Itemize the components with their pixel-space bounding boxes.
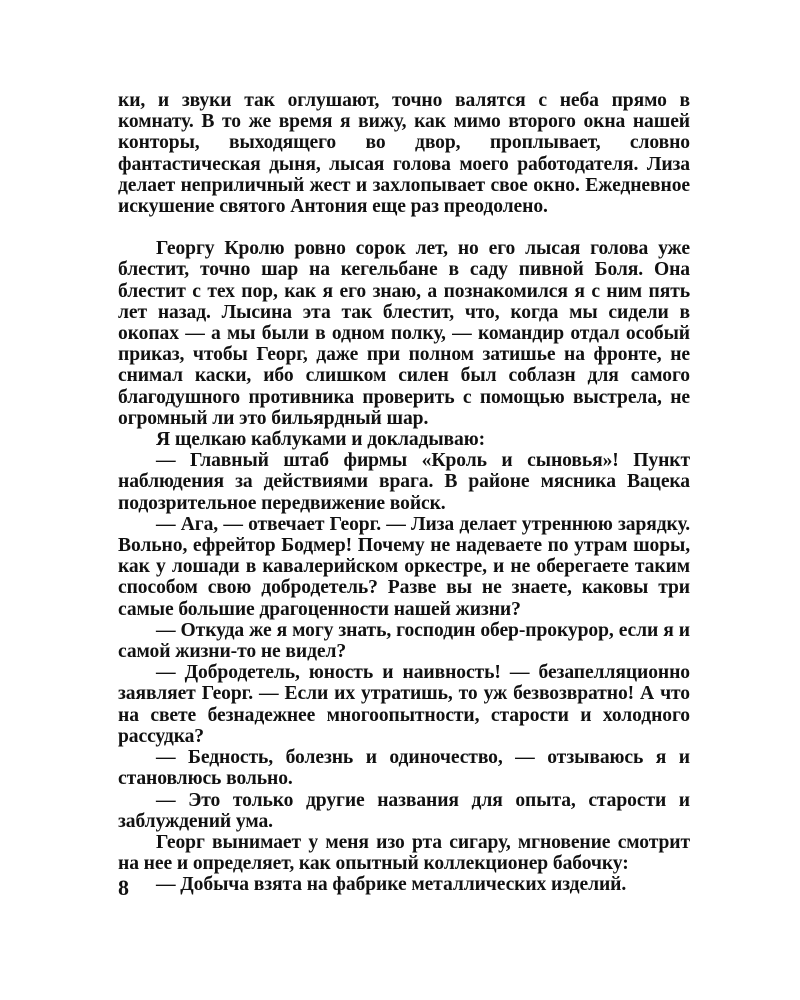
page-number: 8	[118, 875, 129, 900]
paragraph-6: — Откуда же я могу знать, господин обер-прокурор, если я и самой жизни-то не видел?	[118, 619, 690, 663]
paragraph-10: Георг вынимает у меня изо рта сигару, мгновение смотрит на нее и определяет, как опытный коллекционер бабочку:	[118, 831, 690, 875]
paragraph-11: — Добыча взята на фабрике металлических изделий.	[156, 874, 627, 896]
page-body	[118, 90, 690, 896]
paragraph-9: — Это только другие названия для опыта, старости и заблуждений ума.	[118, 789, 690, 832]
paragraph-4: — Главный штаб фирмы «Кроль и сыновья»! Пункт наблюдения за действиями врага. В районе мясника Вацека подозрительное передвижение войск.	[118, 450, 690, 514]
paragraph-8: — Бедность, болезнь и одиночество, — отзываюсь я и становлюсь вольно.	[118, 747, 690, 790]
paragraph-2: Георгу Кролю ровно сорок лет, но его лысая голова уже блестит, точно шар на кегельбане в саду пивной Боля. Она блестит с тех пор, как я его знаю, а познакомился я с ним пять лет назад. Лысина эта так блестит, что, когда мы сидели в окопах — а мы были в одном полку, — командир отдал особый приказ, чтобы Георг, даже при полном затишье на фронте, не снимал каски, ибо слишком силен был соблазн для самого благодушного противника проверить с помощью выстрела, не огромный ли это бильярдный шар.	[118, 238, 690, 429]
paragraph-1: ки, и звуки так оглушают, точно валятся с неба прямо в комнату. В то же время я вижу, как мимо второго окна нашей конторы, выходящего во двор, проплывает, словно фантастическая дыня, лысая голова моего работодателя. Лиза делает неприличный жест и захлопывает свое окно. Ежедневное искушение святого Антония еще раз преодолено.	[118, 90, 690, 218]
paragraph-5: — Ага, — отвечает Георг. — Лиза делает утреннюю зарядку. Вольно, ефрейтор Бодмер! Почему не надеваете по утрам шоры, как у лошади в кавалерийском оркестре, и не оберегаете таким способом свою добродетель? Разве вы не знаете, каковы три самые большие драгоценности нашей жизни?	[118, 513, 690, 620]
paragraph-3: Я щелкаю каблуками и докладываю:	[156, 429, 486, 451]
paragraph-7: — Добродетель, юность и наивность! — безапелляционно заявляет Георг. — Если их утратишь, то уж безвозвратно! А что на свете безнадежнее многоопытности, старости и холодного рассудка?	[118, 662, 690, 747]
section-gap	[118, 217, 690, 238]
